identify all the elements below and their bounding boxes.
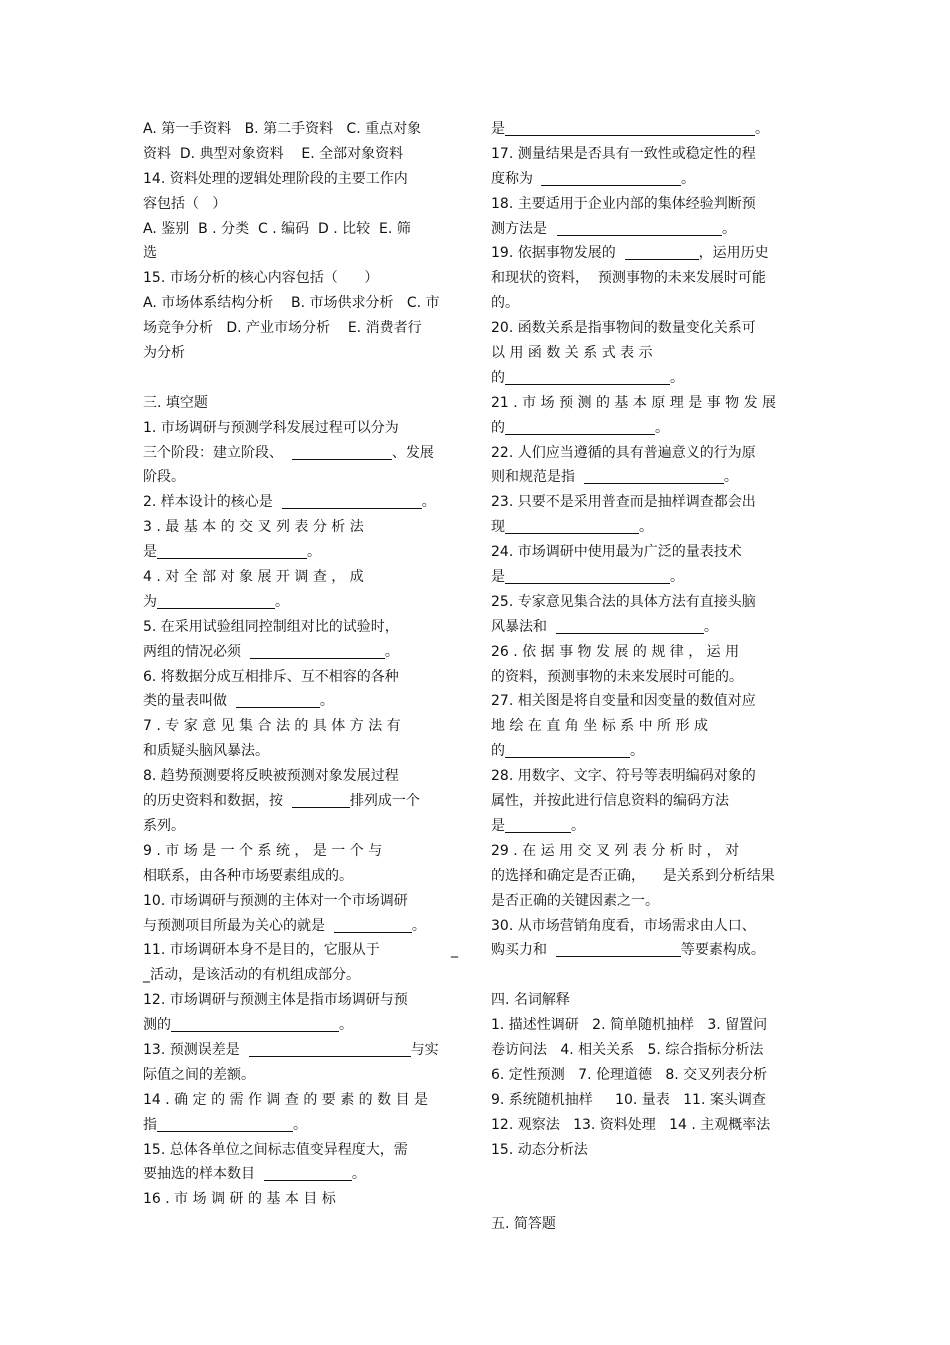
text-line: 12. 观察法 13. 资料处理 14 . 主观概率法 xyxy=(491,1116,771,1133)
text-line: 相联系，由各种市场要素组成的。 xyxy=(143,867,353,884)
line-text: 与预测项目所最为关心的就是 xyxy=(143,917,334,934)
text-line xyxy=(491,814,806,839)
line-text: 要抽选的样本数目 xyxy=(143,1166,264,1183)
answer-blank xyxy=(505,419,655,435)
text-line: 的选择和确定是否正确， 是关系到分析结果 xyxy=(491,867,775,884)
text-line: 阶段。 xyxy=(143,469,185,486)
line-text: 现 xyxy=(491,519,505,536)
text-line xyxy=(491,416,806,441)
text-line: 17. 测量结果是否具有一致性或稳定性的程 xyxy=(491,145,756,162)
text-line: 1. 描述性调研 2. 简单随机抽样 3. 留置问 xyxy=(491,1017,768,1034)
line-tail: 。 xyxy=(384,643,399,660)
line-tail: 。 xyxy=(755,121,769,137)
text-line: 15. 市场分析的核心内容包括（ ） xyxy=(143,270,379,287)
line-text: 13. 预测误差是 xyxy=(143,1041,249,1058)
answer-blank xyxy=(157,1116,293,1132)
right-column xyxy=(491,117,806,1237)
text-line: 选 xyxy=(143,245,157,262)
line-tail: 。 xyxy=(307,544,321,561)
text-line: 属性，并按此进行信息资料的编码方法 xyxy=(491,793,729,810)
line-text: 测的 xyxy=(143,1017,171,1034)
text-line: 14 . 确 定 的 需 作 调 查 的 要 素 的 数 目 是 xyxy=(143,1091,429,1108)
answer-blank xyxy=(505,742,630,758)
answer-blank xyxy=(505,369,670,385)
line-tail: 。 xyxy=(722,220,736,237)
line-tail: 。 xyxy=(411,917,426,934)
line-text: 2. 样本设计的核心是 xyxy=(143,494,282,511)
text-line xyxy=(143,1038,458,1063)
line-text: 是 xyxy=(491,817,505,834)
text-line: 7 . 专 家 意 见 集 合 法 的 具 体 方 法 有 xyxy=(143,718,401,735)
text-line xyxy=(491,366,806,391)
line-tail: 。 xyxy=(681,170,695,187)
text-line: 系列。 xyxy=(143,817,185,834)
text-line xyxy=(491,465,806,490)
text-line: 8. 趋势预测要将反映被预测对象发展过程 xyxy=(143,768,399,785)
text-line: 4 . 对 全 部 对 象 展 开 调 查 ， 成 xyxy=(143,569,364,586)
text-line: 1. 市场调研与预测学科发展过程可以分为 xyxy=(143,419,399,436)
text-line: _活动，是该活动的有机组成部分。 xyxy=(143,967,360,984)
text-line: 23. 只要不是采用普查而是抽样调查都会出 xyxy=(491,494,756,511)
answer-blank xyxy=(292,444,392,460)
answer-blank xyxy=(157,543,307,559)
line-tail: 与实 xyxy=(410,1041,439,1058)
text-line xyxy=(143,441,458,466)
line-tail: 。 xyxy=(351,1166,366,1183)
text-line: 22. 人们应当遵循的具有普遍意义的行为原 xyxy=(491,444,756,461)
text-line: 卷访问法 4. 相关关系 5. 综合指标分析法 xyxy=(491,1041,764,1058)
text-line xyxy=(143,590,458,615)
text-line: 和质疑头脑风暴法。 xyxy=(143,743,269,760)
line-text: 是 xyxy=(491,569,505,586)
answer-blank xyxy=(505,518,639,534)
text-line: 14. 资料处理的逻辑处理阶段的主要工作内 xyxy=(143,170,408,187)
line-text: 风暴法和 xyxy=(491,618,556,635)
answer-blank xyxy=(171,1016,339,1032)
line-tail: 。 xyxy=(571,817,585,834)
text-line xyxy=(143,789,458,814)
text-line xyxy=(143,1162,458,1187)
text-line xyxy=(491,938,806,963)
text-line: 和现状的资料， 预测事物的未来发展时可能 xyxy=(491,270,766,287)
text-line xyxy=(143,1013,458,1038)
text-line: 27. 相关图是将自变量和因变量的数值对应 xyxy=(491,693,756,710)
answer-blank xyxy=(625,244,699,260)
text-line: A. 市场体系结构分析 B. 市场供求分析 C. 市 xyxy=(143,295,440,312)
left-column xyxy=(143,117,458,1212)
text-line: 29 . 在 运 用 交 叉 列 表 分 析 时 ， 对 xyxy=(491,842,740,859)
answer-blank xyxy=(334,917,412,933)
text-line xyxy=(143,689,458,714)
line-tail: 。 xyxy=(655,419,669,436)
line-tail: 。 xyxy=(670,369,684,386)
text-line: 10. 市场调研与预测的主体对一个市场调研 xyxy=(143,892,408,909)
answer-blank xyxy=(236,692,320,708)
text-line xyxy=(143,540,458,565)
line-text: 测方法是 xyxy=(491,220,547,237)
line-tail: 。 xyxy=(630,743,644,760)
text-line: 9. 系统随机抽样 10. 量表 11. 案头调查 xyxy=(491,1091,766,1108)
text-line: 际值之间的差额。 xyxy=(143,1066,255,1083)
text-line: 12. 市场调研与预测主体是指市场调研与预 xyxy=(143,992,408,1009)
section-heading: 四. 名词解释 xyxy=(491,992,570,1009)
answer-blank xyxy=(264,1165,352,1181)
line-tail: ，运用历史 xyxy=(698,245,769,262)
text-line: 以 用 函 数 关 系 式 表 示 xyxy=(491,345,653,362)
section-heading: 三. 填空题 xyxy=(143,394,208,411)
line-text: 度称为 xyxy=(491,170,533,187)
line-text: 是 xyxy=(491,121,505,137)
answer-blank xyxy=(505,568,670,584)
line-tail: 。 xyxy=(421,494,436,511)
blank-line xyxy=(143,366,458,391)
text-line xyxy=(143,490,458,515)
line-tail: 。 xyxy=(275,593,289,610)
line-text: 两组的情况必须 xyxy=(143,643,250,660)
text-line xyxy=(491,117,806,142)
line-text: 的 xyxy=(491,743,505,760)
blank-line xyxy=(491,963,806,988)
answer-blank xyxy=(249,1041,411,1057)
text-line: 21 . 市 场 预 测 的 基 本 原 理 是 事 物 发 展 xyxy=(491,394,777,411)
answer-blank xyxy=(505,817,571,833)
text-line xyxy=(143,914,458,939)
line-text: 指 xyxy=(143,1116,157,1133)
answer-blank xyxy=(282,493,422,509)
text-line: 9 . 市 场 是 一 个 系 统 ， 是 一 个 与 xyxy=(143,842,383,859)
line-text: 三个阶段：建立阶段、 xyxy=(143,444,292,461)
text-line: 3 . 最 基 本 的 交 叉 列 表 分 析 法 xyxy=(143,519,364,536)
line-text: 的 xyxy=(491,419,505,436)
text-line: 15. 动态分析法 xyxy=(491,1141,588,1158)
line-tail: 等要素构成。 xyxy=(680,942,765,959)
text-line xyxy=(143,640,458,665)
text-line: 30. 从市场营销角度看，市场需求由人口、 xyxy=(491,917,756,934)
line-text: 为 xyxy=(143,593,157,610)
line-text: 的历史资料和数据，按 xyxy=(143,793,292,810)
text-line: 场竞争分析 D. 产业市场分析 E. 消费者行 xyxy=(143,320,422,337)
answer-blank xyxy=(556,618,704,634)
text-line xyxy=(491,217,806,242)
text-line xyxy=(143,938,458,963)
text-line: 的资料，预测事物的未来发展时可能的。 xyxy=(491,668,743,685)
line-tail: 。 xyxy=(293,1116,307,1133)
line-text: 则和规范是指 xyxy=(491,469,584,486)
blank-line xyxy=(491,1162,806,1187)
line-tail: 。 xyxy=(703,618,718,635)
answer-blank xyxy=(584,468,724,484)
section-heading: 五. 简答题 xyxy=(491,1216,556,1233)
blank-line xyxy=(491,1187,806,1212)
answer-blank xyxy=(557,220,722,236)
answer-blank xyxy=(541,170,681,186)
text-line: 15. 总体各单位之间标志值变异程度大，需 xyxy=(143,1141,408,1158)
text-line: 28. 用数字、文字、符号等表明编码对象的 xyxy=(491,768,756,785)
answer-blank xyxy=(250,643,385,659)
text-line: 6. 将数据分成互相排斥、互不相容的各种 xyxy=(143,668,399,685)
line-tail: _ xyxy=(451,942,458,959)
text-line: A. 鉴别 B . 分类 C . 编码 D . 比较 E. 筛 xyxy=(143,220,411,237)
text-line xyxy=(491,515,806,540)
text-line xyxy=(143,1113,458,1138)
line-tail: 。 xyxy=(319,693,334,710)
line-tail: 。 xyxy=(670,569,684,586)
line-tail: 。 xyxy=(339,1017,353,1034)
answer-blank xyxy=(556,941,681,957)
text-line: 为分析 xyxy=(143,345,185,362)
answer-blank xyxy=(157,593,275,609)
text-line: 地 绘 在 直 角 坐 标 系 中 所 形 成 xyxy=(491,718,708,735)
text-line xyxy=(491,739,806,764)
text-line: 26 . 依 据 事 物 发 展 的 规 律 ， 运 用 xyxy=(491,643,740,660)
text-line: 是否正确的关键因素之一。 xyxy=(491,892,659,909)
answer-blank xyxy=(292,792,350,808)
line-tail: 。 xyxy=(723,469,738,486)
text-line xyxy=(491,167,806,192)
text-line xyxy=(491,615,806,640)
line-text: 的 xyxy=(491,369,505,386)
text-line: 资料 D. 典型对象资料 E. 全部对象资料 xyxy=(143,145,404,162)
line-tail: 排列成一个 xyxy=(349,793,420,810)
text-line xyxy=(491,565,806,590)
line-text: 是 xyxy=(143,544,157,561)
text-line: 18. 主要适用于企业内部的集体经验判断预 xyxy=(491,195,756,212)
text-line xyxy=(491,241,806,266)
text-line: 24. 市场调研中使用最为广泛的量表技术 xyxy=(491,544,742,561)
text-line: A. 第一手资料 B. 第二手资料 C. 重点对象 xyxy=(143,121,422,137)
text-line: 的。 xyxy=(491,295,519,312)
text-line: 20. 函数关系是指事物间的数量变化关系可 xyxy=(491,320,756,337)
line-tail: 。 xyxy=(639,519,653,536)
text-line: 25. 专家意见集合法的具体方法有直接头脑 xyxy=(491,593,756,610)
line-text: 11. 市场调研本身不是目的，它服从于 xyxy=(143,942,380,959)
text-line: 6. 定性预测 7. 伦理道德 8. 交叉列表分析 xyxy=(491,1066,768,1083)
answer-blank xyxy=(505,120,755,136)
text-line: 5. 在采用试验组同控制组对比的试验时， xyxy=(143,618,399,635)
text-line: 容包括（ ） xyxy=(143,195,227,212)
line-tail: 、发展 xyxy=(391,444,434,461)
line-text: 19. 依据事物发展的 xyxy=(491,245,625,262)
text-line: 16 . 市 场 调 研 的 基 本 目 标 xyxy=(143,1191,336,1208)
line-text: 购买力和 xyxy=(491,942,556,959)
line-text: 类的量表叫做 xyxy=(143,693,236,710)
